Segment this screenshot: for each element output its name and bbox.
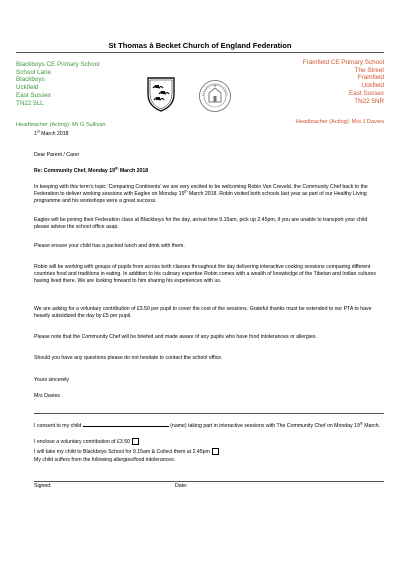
left-address-line: School Lane — [16, 68, 52, 76]
reply-consent: I consent to my child (name) taking part in interactive sessions with The Community Chef on Monday 19th March. — [34, 421, 381, 429]
paragraph-arrival: Eagles will be joining their Federation class at Blackboys for the day, arrival time 9.15am, pick up 2.45pm, if you are unable to transport your child please advise the school office asap. — [34, 217, 368, 231]
right-headteacher: Headteacher (Acting): Mrs J Davies — [295, 119, 384, 125]
child-name-field[interactable] — [83, 421, 169, 427]
reply-slip-divider — [34, 413, 384, 414]
paragraph-questions: Should you have any questions please do not hesitate to contact the school office. — [34, 355, 223, 361]
subject-line: Re: Community Chef, Monday 19th March 2018 — [34, 166, 149, 174]
date-label: Date: — [175, 483, 188, 489]
contribution-checkbox[interactable] — [132, 438, 139, 445]
paragraph-contribution: We are asking for a voluntary contribution of £3.50 per pupil to cover the cost of the sessions. Grateful thanks must be extended to our PTA to have heavily subsidized the day by £5 per pupil. — [34, 306, 372, 320]
left-address-line: Uckfield — [16, 84, 39, 92]
left-school-address — [16, 61, 100, 107]
reply-allergies: My child suffers from the following allergies/food intolerances: — [34, 457, 176, 463]
paragraph-intro: In keeping with this term’s topic ‘Comparing Continents’ we are very excited to be welcoming Robin Van Creveld, the Community Chef back to the Federation to deliver working sessions with Eagles on Monday 19th March 2018. Robin visited both schools last year as part of our Healthy Living programme and his workshops were a great success. — [34, 184, 368, 205]
title-divider — [16, 52, 384, 53]
paragraph-sessions: Robin will be working with groups of pupils from across both classes throughout the day delivering interactive cooking sessions comparing different countries food and traditions in eating. In addition to his culinary expertise Robin comes with a wealth of knowledge of the Tibetan and Indian cultures having lived there. We are looking forward to him sharing his experiences with us. — [34, 264, 377, 285]
reply-enclose: I enclose a voluntary contribution of £3.50 — [34, 438, 384, 445]
right-address-line: Framfield — [357, 74, 384, 82]
signature-divider — [34, 481, 384, 482]
closing: Yours sincerely — [34, 377, 69, 383]
blackboys-school-crest-icon — [146, 76, 176, 112]
salutation: Dear Parent / Carer — [34, 152, 80, 158]
federation-title: St Thomas à Becket Church of England Federation — [108, 41, 292, 50]
letter-date: 1st March 2018 — [34, 129, 69, 137]
left-school-name: Blackboys CE Primary School — [16, 61, 100, 68]
paragraph-allergies: Please note that the Community Chef will be briefed and made aware of any pupils who have food intolerances or allergies. — [34, 334, 317, 340]
transport-checkbox[interactable] — [212, 448, 219, 455]
left-address-line: Blackboys — [16, 76, 45, 84]
framfield-school-crest-icon — [198, 79, 232, 113]
signature-name: Mrs Davies — [34, 393, 60, 399]
left-headteacher: Headteacher (Acting): Mr G Sullivan — [16, 122, 106, 128]
reply-transport: I will take my child to Blackboys School for 9.15am & Collect them at 2.45pm — [34, 448, 384, 455]
right-address-line: East Sussex — [349, 89, 384, 97]
left-address-line: TN22 5LL — [16, 99, 44, 107]
right-address-line: Uckfield — [361, 82, 384, 90]
right-address-line: TN22 5NR — [354, 97, 384, 105]
signed-label: Signed: — [34, 483, 52, 489]
right-school-address — [303, 59, 384, 105]
left-address-line: East Sussex — [16, 91, 51, 99]
paragraph-lunch: Please ensure your child has a packed lunch and drink with them. — [34, 243, 185, 249]
right-address-line: The Street — [354, 66, 384, 74]
right-school-name: Framfield CE Primary School — [302, 59, 384, 66]
